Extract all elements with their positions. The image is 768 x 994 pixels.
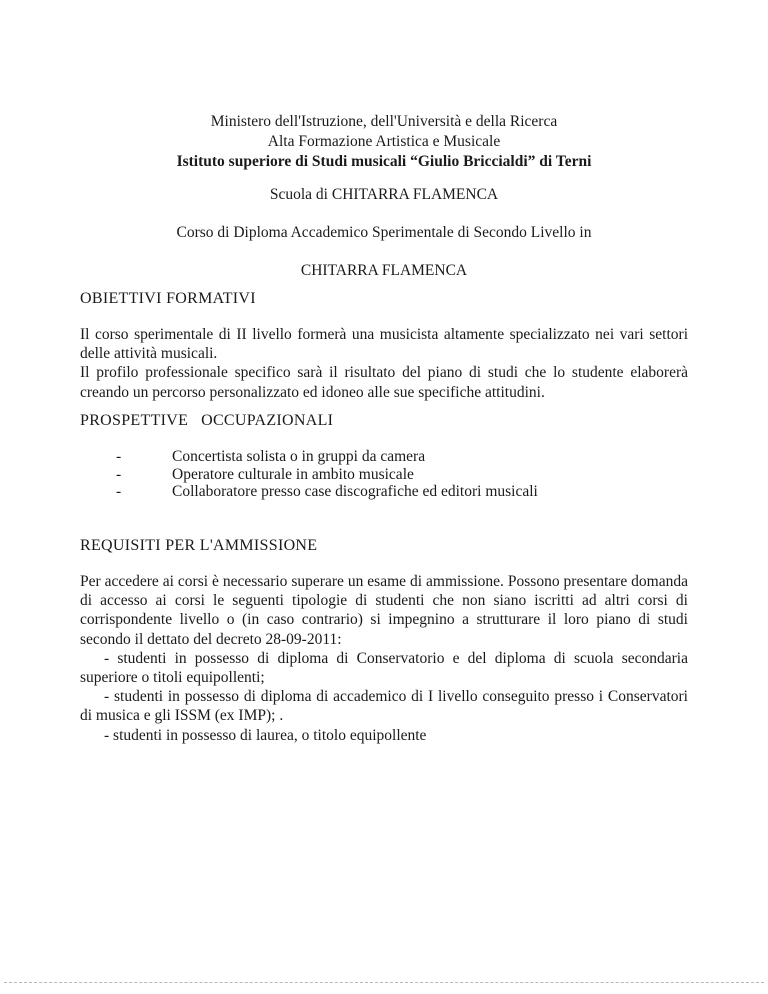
prospects-list [116,448,538,501]
dash-bullet: - [116,448,122,465]
course-title: Corso di Diploma Accademico Sperimentale di Secondo Livello in [176,224,592,241]
requirement-item: - studenti in possesso di diploma di accademico di I livello conseguito presso i Conservatori di musica e gli ISSM (ex IMP); . [80,688,688,725]
list-item: - Operatore culturale in ambito musicale [116,465,414,483]
objectives-heading: OBIETTIVI FORMATIVI [80,290,256,307]
requirements-heading: REQUISITI PER L'AMMISSIONE [80,537,318,554]
institute-name: Istituto superiore di Studi musicali “Giulio Briccialdi” di Terni [176,153,592,170]
letterhead [0,112,768,172]
school-title: Scuola di CHITARRA FLAMENCA [269,186,499,203]
requirements-text [80,572,688,745]
ministry-line: Ministero dell'Istruzione, dell'Università e della Ricerca [210,113,558,130]
course-name: CHITARRA FLAMENCA [300,262,468,279]
requirements-intro: Per accedere ai corsi è necessario superare un esame di ammissione. Possono presentare domanda di accesso ai corsi le seguenti tipologie di studenti che non siano iscritti ad altri corsi di corrispondente livello o (in caso contrario) si impegnino a strutturare il loro piano di studi secondo il dettato del decreto 28-09-2011: [80,573,688,648]
prospects-heading: PROSPETTIVE OCCUPAZIONALI [80,412,334,429]
scan-bottom-edge [4,982,764,983]
requirement-item: - studenti in possesso di laurea, o titolo equipollente [104,726,427,744]
dash-bullet: - [116,465,122,483]
objectives-paragraph: Il profilo professionale specifico sarà il risultato del piano di studi che lo studente elaborerà creando un percorso personalizzato ed idoneo alle sue specifiche attitudini. [80,364,688,401]
list-item: - Collaboratore presso case discografiche ed editori musicali [116,483,538,500]
afam-line: Alta Formazione Artistica e Musicale [267,133,501,150]
requirement-item: - studenti in possesso di diploma di Conservatorio e del diploma di scuola secondaria superiore o titoli equipollenti; [80,649,688,687]
list-item: - Concertista solista o in gruppi da camera [116,448,426,465]
objectives-paragraph: Il corso sperimentale di II livello formerà una musicista altamente specializzato nei vari settori delle attività musicali. [80,326,688,363]
objectives-text [80,325,688,402]
dash-bullet: - [116,483,122,500]
